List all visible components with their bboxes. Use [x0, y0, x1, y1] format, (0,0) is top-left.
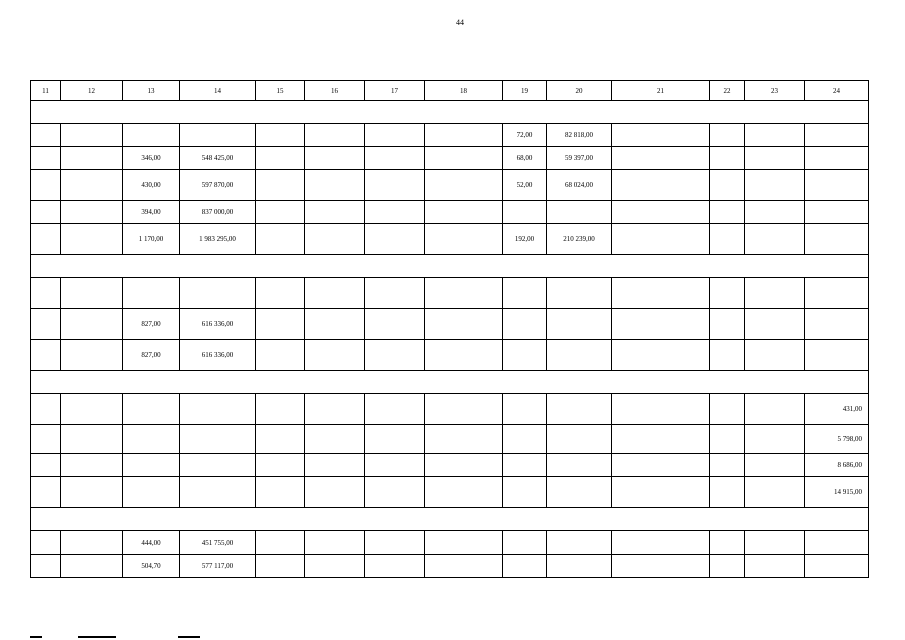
table-cell: [612, 147, 710, 170]
table-cell: 82 818,00: [547, 124, 612, 147]
table-cell: [31, 555, 61, 578]
table-cell: [503, 278, 547, 309]
table-row: [31, 555, 869, 578]
table-cell: 431,00: [805, 394, 869, 425]
table-cell: [31, 201, 61, 224]
table-cell: [305, 340, 365, 371]
table-cell: [612, 278, 710, 309]
table-cell: [305, 425, 365, 454]
table-cell: [745, 555, 805, 578]
section-row: [31, 101, 869, 124]
table-cell: [612, 531, 710, 555]
table-cell: [256, 170, 305, 201]
table-cell: [710, 425, 745, 454]
table-cell: 5 798,00: [805, 425, 869, 454]
table-cell: [61, 531, 123, 555]
section-cell: [31, 508, 869, 531]
bottom-mark: [30, 636, 42, 638]
table-cell: [365, 124, 425, 147]
table-cell: 59 397,00: [547, 147, 612, 170]
table-cell: [123, 477, 180, 508]
page-number: 44: [456, 18, 464, 27]
table-cell: [31, 224, 61, 255]
table-cell: [365, 309, 425, 340]
table-cell: [745, 477, 805, 508]
table-cell: [745, 278, 805, 309]
table-cell: [805, 147, 869, 170]
table-cell: [612, 477, 710, 508]
table-cell: [365, 278, 425, 309]
table-cell: [365, 224, 425, 255]
table-cell: [612, 555, 710, 578]
table-cell: [547, 278, 612, 309]
table-cell: [710, 477, 745, 508]
table-cell: [547, 454, 612, 477]
table-cell: [612, 170, 710, 201]
table-cell: 827,00: [123, 309, 180, 340]
table-row: [31, 309, 869, 340]
table-cell: [31, 425, 61, 454]
table-cell: [256, 309, 305, 340]
table-cell: [305, 170, 365, 201]
table-cell: 597 870,00: [180, 170, 256, 201]
table-cell: [745, 309, 805, 340]
table-cell: [547, 477, 612, 508]
table-row: [31, 278, 869, 309]
page-bottom-marks: [0, 636, 905, 640]
table-cell: [305, 531, 365, 555]
table-cell: [745, 147, 805, 170]
table-cell: [425, 309, 503, 340]
table-cell: [503, 309, 547, 340]
table-cell: [547, 201, 612, 224]
table-cell: [425, 201, 503, 224]
table-cell: [547, 309, 612, 340]
table-cell: [123, 394, 180, 425]
table-cell: [805, 278, 869, 309]
table-cell: [305, 124, 365, 147]
table-cell: [256, 201, 305, 224]
table-cell: [547, 555, 612, 578]
table-cell: [256, 477, 305, 508]
table-cell: [710, 124, 745, 147]
table-cell: [180, 454, 256, 477]
table-cell: [31, 147, 61, 170]
table-cell: [805, 531, 869, 555]
table-cell: [805, 555, 869, 578]
table-cell: 52,00: [503, 170, 547, 201]
table-cell: [805, 224, 869, 255]
table-cell: 837 000,00: [180, 201, 256, 224]
table-cell: 394,00: [123, 201, 180, 224]
table-cell: [425, 278, 503, 309]
table-cell: [547, 425, 612, 454]
table-row: [31, 224, 869, 255]
column-header: 14: [180, 81, 256, 101]
table-cell: [61, 224, 123, 255]
table-cell: [305, 555, 365, 578]
table-cell: [256, 124, 305, 147]
table-cell: [31, 309, 61, 340]
table-cell: [256, 531, 305, 555]
table-cell: [305, 201, 365, 224]
table-cell: [547, 394, 612, 425]
table-cell: [305, 454, 365, 477]
table-cell: [365, 555, 425, 578]
table-cell: [612, 309, 710, 340]
table-row: [31, 394, 869, 425]
table-cell: 192,00: [503, 224, 547, 255]
table-cell: [180, 124, 256, 147]
column-header-row: [31, 81, 869, 101]
section-cell: [31, 255, 869, 278]
table-cell: [365, 147, 425, 170]
table-cell: [31, 477, 61, 508]
table-cell: [805, 309, 869, 340]
table-cell: [745, 170, 805, 201]
table-cell: [503, 394, 547, 425]
table-cell: [745, 124, 805, 147]
table-cell: 444,00: [123, 531, 180, 555]
column-header: 24: [805, 81, 869, 101]
section-cell: [31, 101, 869, 124]
table-cell: [547, 340, 612, 371]
table-cell: 616 336,00: [180, 309, 256, 340]
table-cell: 72,00: [503, 124, 547, 147]
table-cell: 346,00: [123, 147, 180, 170]
table-row: [31, 170, 869, 201]
table-cell: [61, 555, 123, 578]
table-cell: [710, 454, 745, 477]
column-header: 17: [365, 81, 425, 101]
table-cell: [425, 147, 503, 170]
table-cell: [503, 531, 547, 555]
table-row: [31, 454, 869, 477]
table-cell: [61, 147, 123, 170]
column-header: 19: [503, 81, 547, 101]
table-cell: [612, 201, 710, 224]
section-row: [31, 371, 869, 394]
table-cell: [305, 477, 365, 508]
table-cell: [425, 555, 503, 578]
table-cell: [425, 340, 503, 371]
table-cell: [612, 340, 710, 371]
column-header: 16: [305, 81, 365, 101]
section-row: [31, 508, 869, 531]
table-cell: [745, 531, 805, 555]
table-cell: 577 117,00: [180, 555, 256, 578]
column-header: 11: [31, 81, 61, 101]
table-cell: 1 170,00: [123, 224, 180, 255]
table-cell: [745, 454, 805, 477]
table-cell: [365, 425, 425, 454]
table-cell: [425, 477, 503, 508]
table-cell: [805, 340, 869, 371]
table-cell: 8 686,00: [805, 454, 869, 477]
table-cell: [503, 477, 547, 508]
table-cell: [31, 394, 61, 425]
table-cell: [425, 170, 503, 201]
table-cell: [503, 454, 547, 477]
table-cell: 548 425,00: [180, 147, 256, 170]
table-cell: [31, 454, 61, 477]
table-cell: [425, 124, 503, 147]
table-cell: [547, 531, 612, 555]
table-cell: [180, 477, 256, 508]
table-cell: [256, 340, 305, 371]
table-cell: [425, 224, 503, 255]
table-row: [31, 201, 869, 224]
table-cell: [745, 425, 805, 454]
table-cell: 210 239,00: [547, 224, 612, 255]
table-cell: [61, 394, 123, 425]
table-cell: [805, 201, 869, 224]
table-cell: [61, 124, 123, 147]
table-cell: 827,00: [123, 340, 180, 371]
table-row: [31, 477, 869, 508]
section-row: [31, 255, 869, 278]
table-cell: [61, 454, 123, 477]
table-row: [31, 531, 869, 555]
table-cell: [61, 278, 123, 309]
table-cell: [425, 394, 503, 425]
table-cell: [503, 201, 547, 224]
table-cell: 430,00: [123, 170, 180, 201]
table-cell: [612, 124, 710, 147]
table-cell: [123, 278, 180, 309]
table-cell: [180, 278, 256, 309]
table-cell: [745, 201, 805, 224]
table-cell: [805, 170, 869, 201]
table-cell: [256, 224, 305, 255]
table-cell: 504,70: [123, 555, 180, 578]
column-header: 13: [123, 81, 180, 101]
table-cell: [710, 340, 745, 371]
column-header: 18: [425, 81, 503, 101]
column-header: 20: [547, 81, 612, 101]
table-cell: [365, 170, 425, 201]
table-cell: [612, 394, 710, 425]
table-cell: [745, 340, 805, 371]
column-header: 23: [745, 81, 805, 101]
table-cell: [61, 477, 123, 508]
table-cell: [503, 425, 547, 454]
table-cell: [31, 124, 61, 147]
table-cell: [256, 278, 305, 309]
table-cell: [365, 454, 425, 477]
table-cell: [123, 425, 180, 454]
section-cell: [31, 371, 869, 394]
table-cell: [305, 224, 365, 255]
table-cell: [612, 425, 710, 454]
table-cell: [61, 201, 123, 224]
table-cell: [425, 425, 503, 454]
table-cell: 1 983 295,00: [180, 224, 256, 255]
table-cell: [123, 454, 180, 477]
table-cell: [805, 124, 869, 147]
table-cell: [61, 309, 123, 340]
table-cell: [710, 201, 745, 224]
table-cell: [745, 224, 805, 255]
table-cell: [365, 201, 425, 224]
table-cell: 68 024,00: [547, 170, 612, 201]
table-cell: [256, 394, 305, 425]
bottom-mark: [178, 636, 200, 638]
table-cell: [123, 124, 180, 147]
table-cell: [31, 170, 61, 201]
table-cell: [256, 454, 305, 477]
table-cell: [180, 394, 256, 425]
table-cell: [710, 394, 745, 425]
table-cell: 14 915,00: [805, 477, 869, 508]
table-cell: [612, 224, 710, 255]
table-cell: [710, 555, 745, 578]
table-cell: 68,00: [503, 147, 547, 170]
table-cell: [710, 531, 745, 555]
table-cell: [256, 425, 305, 454]
table-cell: [710, 278, 745, 309]
table-cell: [180, 425, 256, 454]
table-cell: [710, 170, 745, 201]
table-cell: [61, 340, 123, 371]
table-cell: [305, 278, 365, 309]
table-cell: [425, 531, 503, 555]
table-row: [31, 340, 869, 371]
table-cell: [256, 555, 305, 578]
table-cell: [365, 394, 425, 425]
column-header: 15: [256, 81, 305, 101]
bottom-mark: [78, 636, 116, 638]
table-cell: [745, 394, 805, 425]
table-cell: [710, 147, 745, 170]
table-cell: [31, 340, 61, 371]
table-cell: [31, 531, 61, 555]
table-row: [31, 425, 869, 454]
table-cell: 451 755,00: [180, 531, 256, 555]
table-cell: [305, 394, 365, 425]
table-cell: [365, 531, 425, 555]
table-row: [31, 124, 869, 147]
table-cell: [710, 309, 745, 340]
table-cell: [256, 147, 305, 170]
table-cell: [365, 340, 425, 371]
table-cell: [31, 278, 61, 309]
column-header: 21: [612, 81, 710, 101]
table-cell: [61, 425, 123, 454]
column-header: 12: [61, 81, 123, 101]
table-cell: [425, 454, 503, 477]
table-cell: 616 336,00: [180, 340, 256, 371]
table-cell: [61, 170, 123, 201]
column-header: 22: [710, 81, 745, 101]
table-cell: [612, 454, 710, 477]
table-cell: [503, 555, 547, 578]
table-cell: [305, 309, 365, 340]
table-row: [31, 147, 869, 170]
table-cell: [365, 477, 425, 508]
table-cell: [305, 147, 365, 170]
table-cell: [710, 224, 745, 255]
data-table: [30, 80, 869, 578]
table-cell: [503, 340, 547, 371]
